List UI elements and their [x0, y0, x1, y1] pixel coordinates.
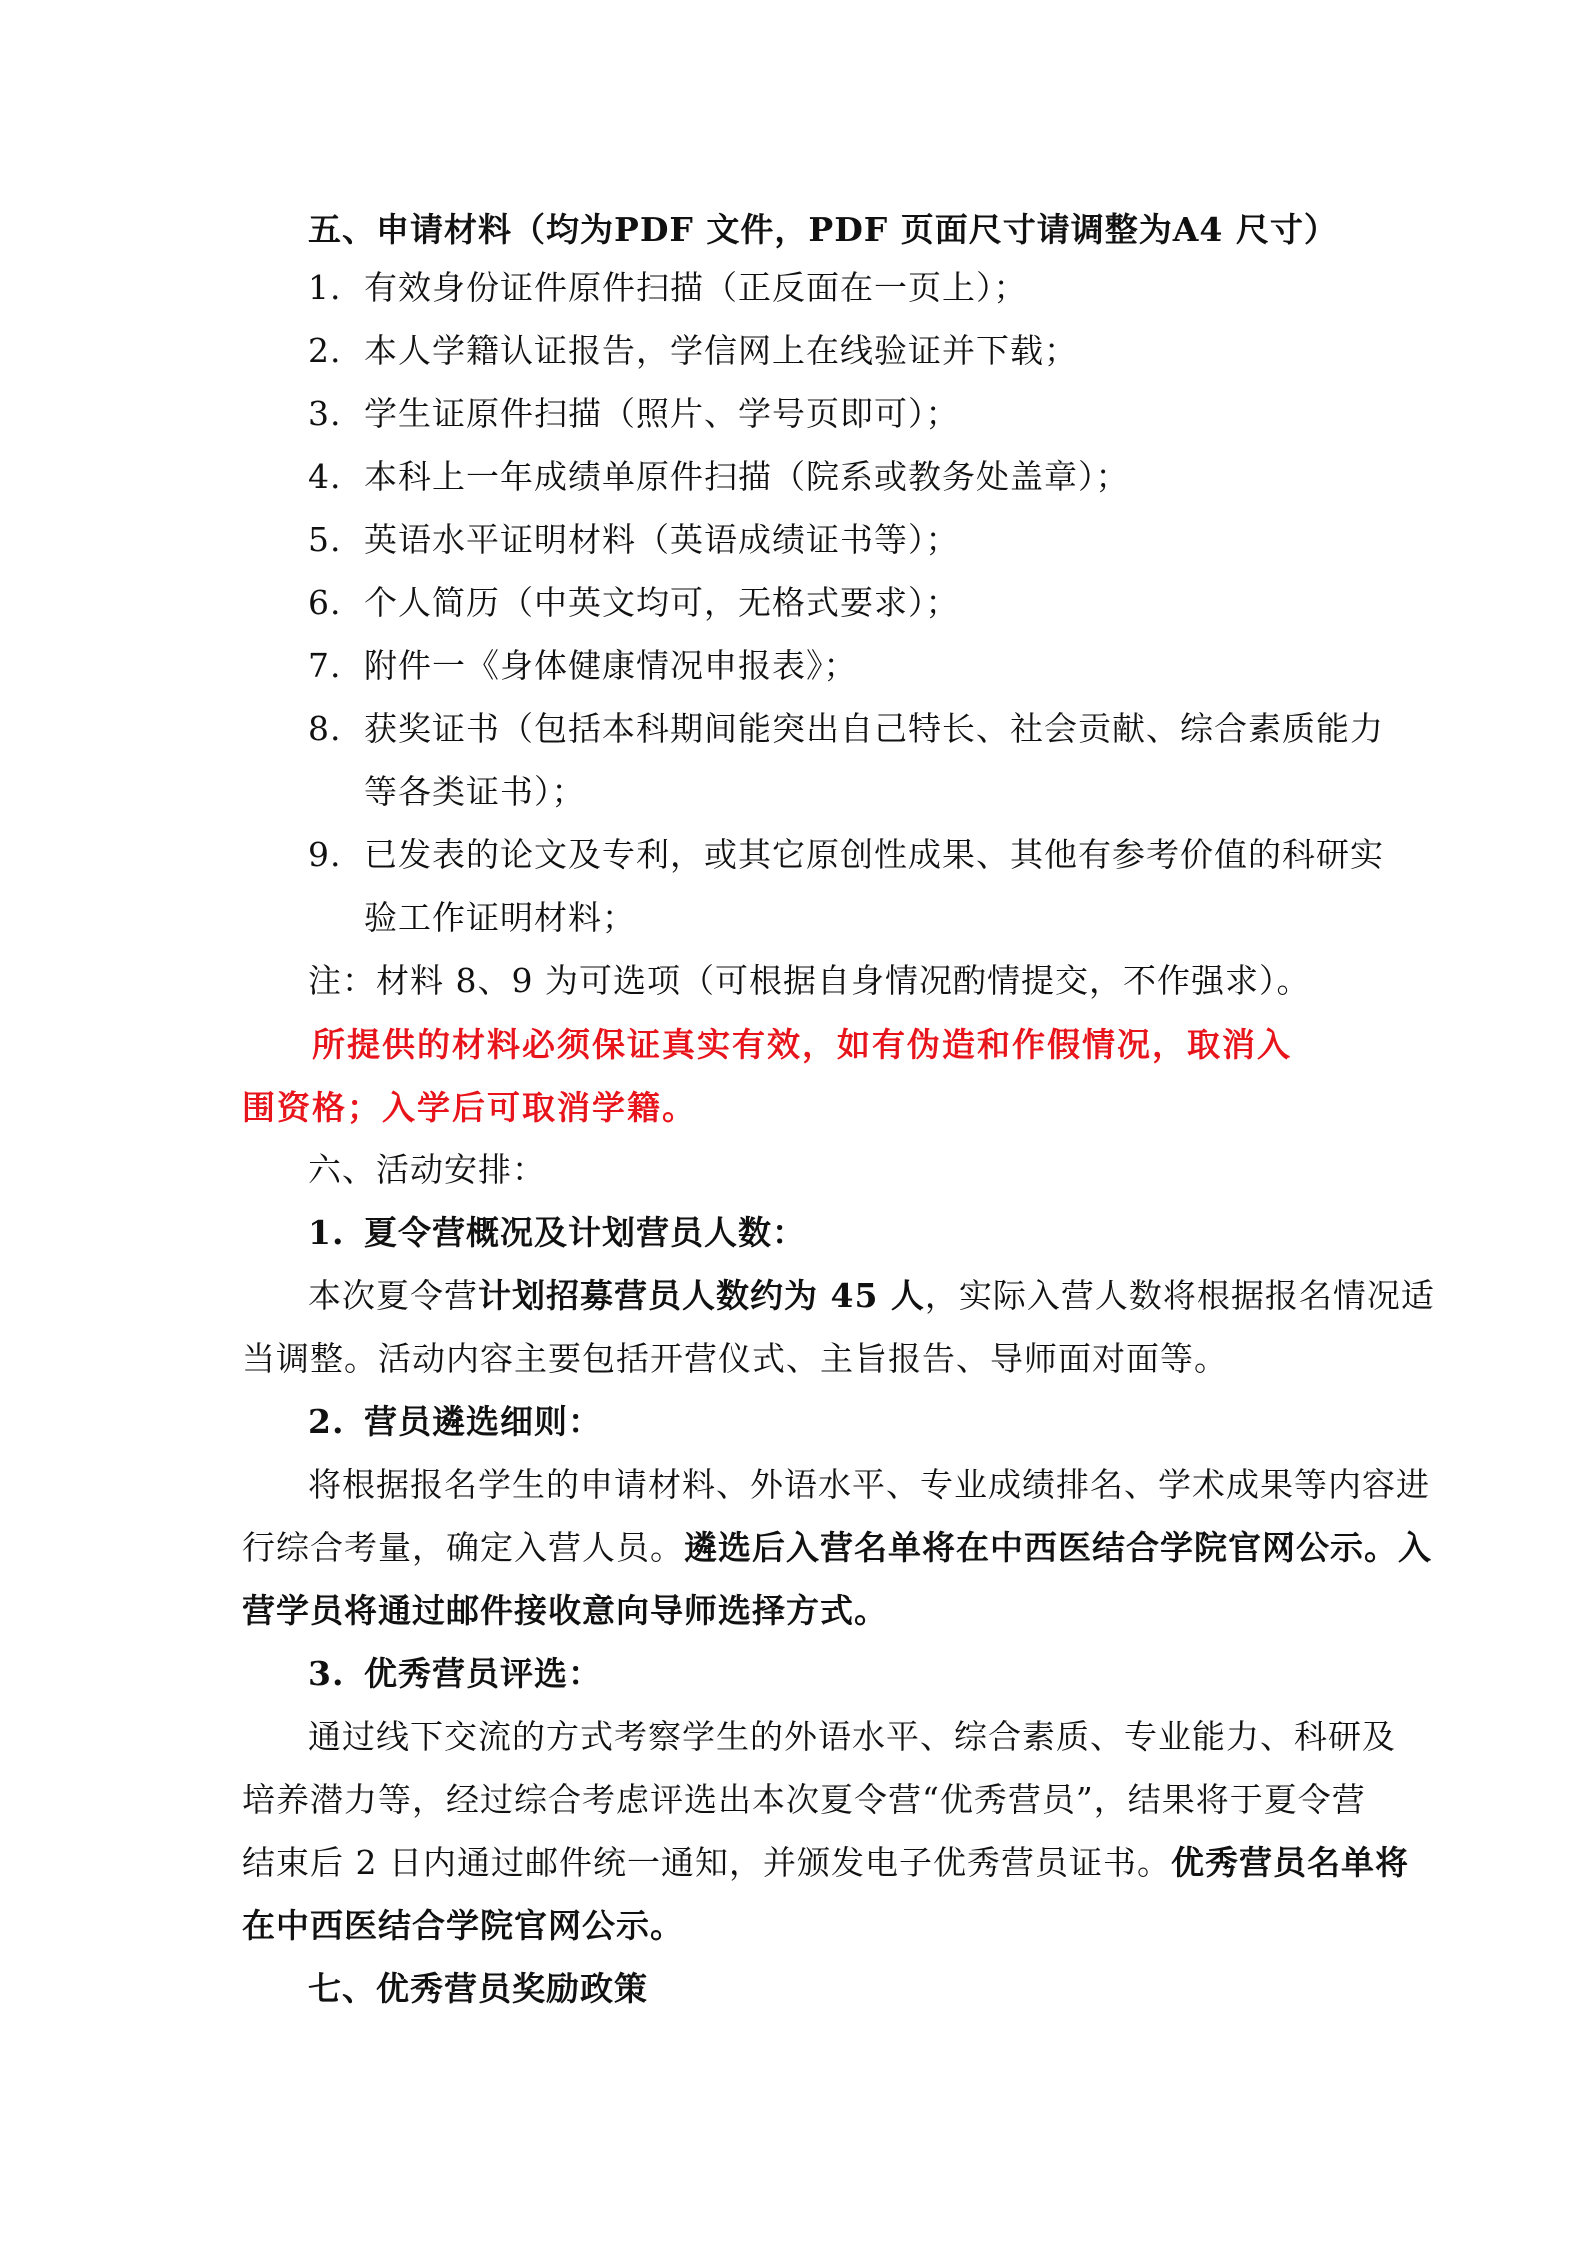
section-6-heading: 六、活动安排： [308, 1150, 546, 1189]
heading-text: 五、申请材料（均为 [308, 210, 614, 249]
list-item [308, 392, 960, 436]
paragraph-line: 培养潜力等，经过综合考虑评选出本次夏令营“优秀营员”，结果将于夏令营 [242, 1780, 1366, 1819]
paragraph-bold-text: 遴选后入营名单将在中西医结合学院官网公示。入 [684, 1528, 1432, 1567]
subsection-number: 3. [308, 1654, 345, 1693]
paragraph-text: 行综合考量，确定入营人员。 [242, 1528, 684, 1567]
item-text: 个人简历（中英文均可，无格式要求）； [364, 583, 960, 622]
item-number: 6. [308, 583, 342, 622]
list-item [308, 518, 960, 562]
item-number: 4. [308, 457, 342, 496]
subsection-number: 1. [308, 1213, 345, 1252]
paragraph-line [242, 1526, 1432, 1570]
paragraph-text: 结束后 2 日内通过邮件统一通知，并颁发电子优秀营员证书。 [242, 1843, 1171, 1882]
paragraph-line: 当调整。活动内容主要包括开营仪式、主旨报告、导师面对面等。 [242, 1339, 1228, 1378]
list-item [308, 266, 1028, 310]
list-item [308, 707, 1384, 751]
note-text: 注：材料 8、9 为可选项（可根据自身情况酌情提交，不作强求）。 [308, 961, 1311, 1000]
heading-text: A4 [1172, 210, 1224, 249]
heading-text: 页面尺寸请调整为 [888, 210, 1173, 249]
item-text: 已发表的论文及专利，或其它原创性成果、其他有参考价值的科研实 [364, 835, 1384, 874]
subsection-title: 营员遴选细则： [364, 1402, 602, 1441]
warning-text: 所提供的材料必须保证真实有效，如有伪造和作假情况，取消入 [312, 1025, 1292, 1064]
paragraph-line: 将根据报名学生的申请材料、外语水平、专业成绩排名、学术成果等内容进 [308, 1465, 1430, 1504]
item-text: 有效身份证件原件扫描（正反面在一页上）； [364, 268, 1028, 307]
subsection-title: 夏令营概况及计划营员人数： [364, 1213, 806, 1252]
heading-text: 文件， [693, 210, 809, 249]
item-number: 5. [308, 520, 342, 559]
item-number: 3. [308, 394, 342, 433]
paragraph-line: 在中西医结合学院官网公示。 [242, 1906, 684, 1945]
paragraph-bold-text: 优秀营员名单将 [1170, 1843, 1409, 1882]
item-number: 9. [308, 835, 342, 874]
item-text: 本科上一年成绩单原件扫描（院系或教务处盖章）； [364, 457, 1130, 496]
heading-text: PDF [808, 210, 889, 249]
paragraph-line [242, 1841, 1409, 1885]
subsection-number: 2. [308, 1402, 345, 1441]
paragraph-line: 营学员将通过邮件接收意向导师选择方式。 [242, 1591, 888, 1630]
list-item [308, 833, 1384, 877]
paragraph-text: ，实际入营人数将根据报名情况适 [924, 1276, 1435, 1315]
item-text: 学生证原件扫描（照片、学号页即可）； [364, 394, 960, 433]
paragraph-bold-text: 计划招募营员人数约为 45 人 [478, 1276, 925, 1315]
section-7-heading: 七、优秀营员奖励政策 [308, 1969, 648, 2008]
item-number: 2. [308, 331, 342, 370]
paragraph-line: 通过线下交流的方式考察学生的外语水平、综合素质、专业能力、科研及 [308, 1717, 1396, 1756]
paragraph-text: 本次夏令营 [308, 1276, 478, 1315]
list-item [308, 644, 858, 688]
list-item [308, 455, 1130, 499]
list-item-continuation: 验工作证明材料； [364, 898, 636, 937]
subsection-heading [308, 1652, 602, 1696]
list-item [308, 581, 960, 625]
item-text: 附件一《身体健康情况申报表》； [364, 646, 858, 685]
item-number: 7. [308, 646, 342, 685]
item-text: 本人学籍认证报告，学信网上在线验证并下载； [364, 331, 1078, 370]
warning-text: 围资格；入学后可取消学籍。 [242, 1088, 697, 1127]
item-number: 1. [308, 268, 342, 307]
item-text: 英语水平证明材料（英语成绩证书等）； [364, 520, 960, 559]
subsection-heading [308, 1211, 806, 1255]
item-text: 获奖证书（包括本科期间能突出自己特长、社会贡献、综合素质能力 [364, 709, 1384, 748]
section-5-heading [308, 208, 1338, 252]
paragraph-line [308, 1274, 1435, 1318]
subsection-heading [308, 1400, 602, 1444]
item-number: 8. [308, 709, 342, 748]
heading-text: PDF [614, 210, 694, 249]
heading-text: 尺寸） [1223, 210, 1338, 249]
subsection-title: 优秀营员评选： [364, 1654, 602, 1693]
list-item [308, 329, 1078, 373]
list-item-continuation: 等各类证书）； [364, 772, 586, 811]
